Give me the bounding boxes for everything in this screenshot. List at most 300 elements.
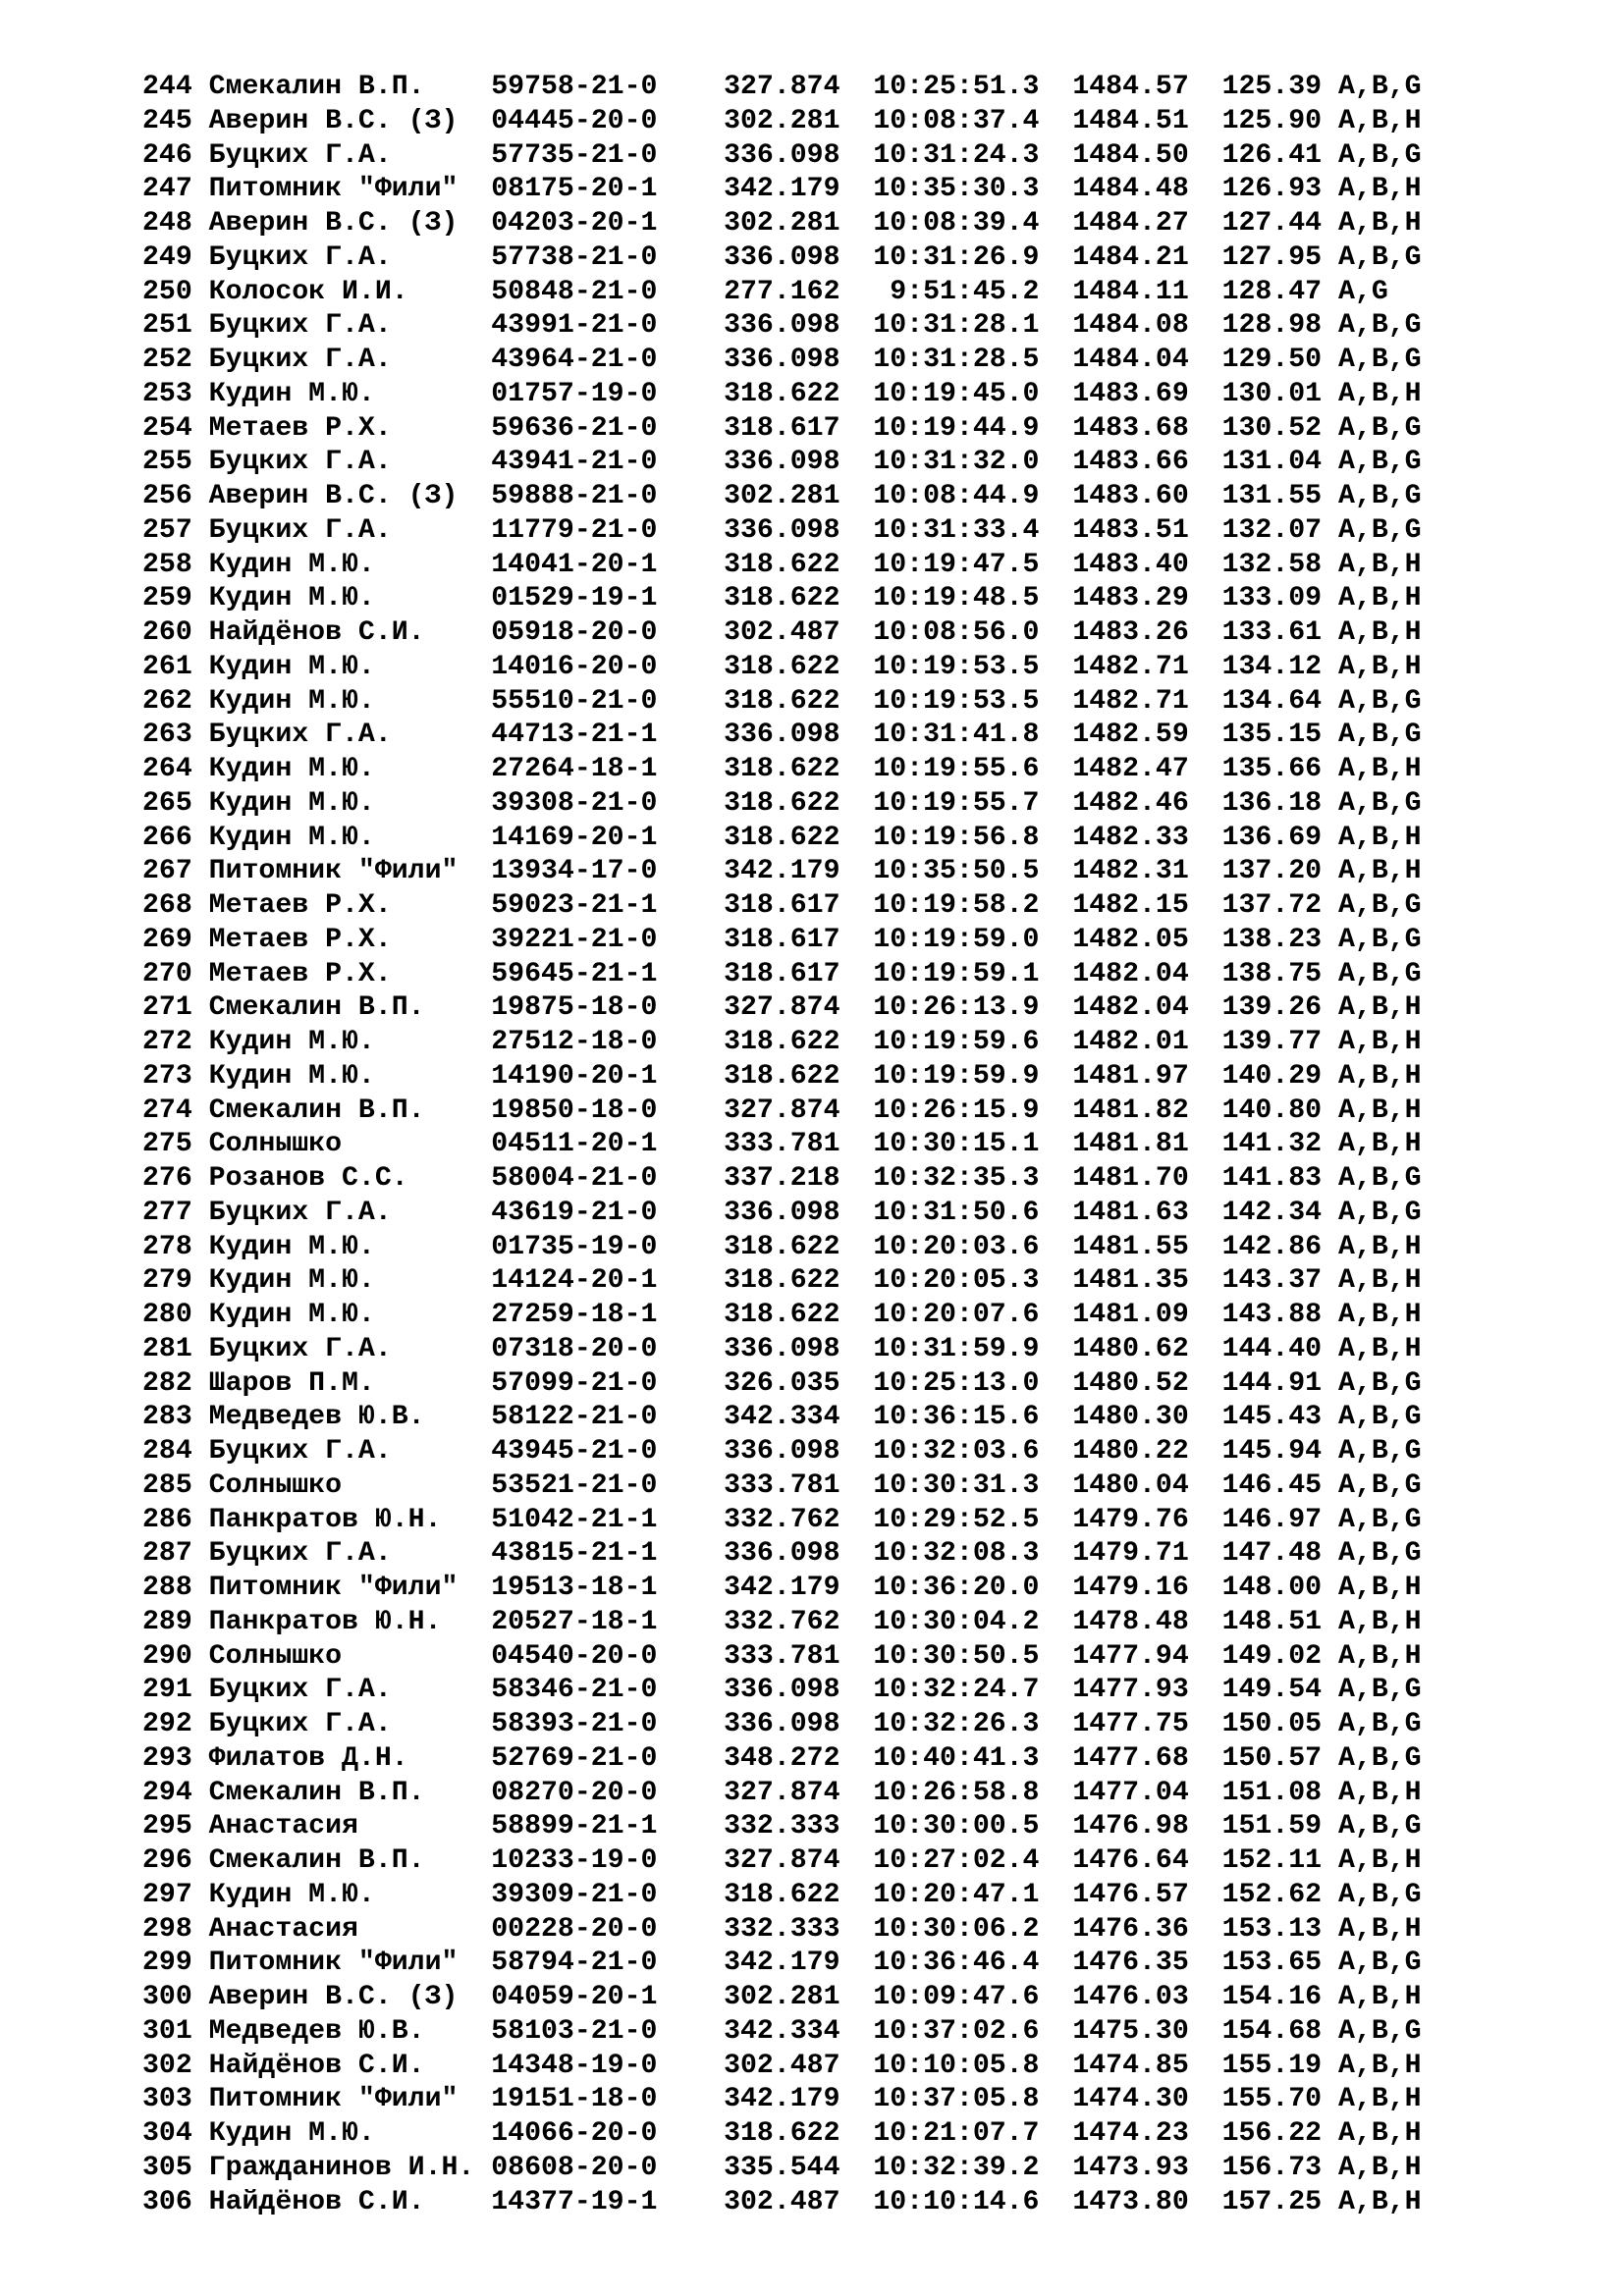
cell-coef: 151.08 [1205, 1777, 1323, 1808]
cell-dist: 335.544 [674, 2152, 840, 2183]
cell-dist: 336.098 [674, 139, 840, 171]
column-gap [1322, 1198, 1338, 1228]
cell-dist: 318.617 [674, 958, 840, 989]
cell-cat: A,B,H [1338, 2050, 1438, 2081]
column-gap [474, 1845, 491, 1876]
cell-name: Аверин В.С. (З) [208, 105, 475, 136]
table-row [142, 924, 1438, 958]
column-gap [1039, 1743, 1056, 1774]
cell-time: 10:29:52.5 [856, 1504, 1040, 1535]
column-gap [657, 310, 674, 341]
column-gap [474, 1982, 491, 2012]
cell-dist: 337.218 [674, 1163, 840, 1194]
column-gap [1322, 242, 1338, 273]
cell-time: 10:25:51.3 [856, 72, 1040, 102]
cell-time: 10:21:07.7 [856, 2118, 1040, 2149]
column-gap [474, 310, 491, 341]
cell-cat: A,B,H [1338, 2186, 1438, 2217]
table-row [142, 889, 1438, 924]
column-gap [657, 1163, 674, 1194]
column-gap [192, 720, 209, 750]
cell-name: Буцких Г.А. [208, 345, 475, 375]
cell-time: 10:32:24.7 [856, 1675, 1040, 1706]
cell-name: Питомник "Фили" [208, 2084, 475, 2115]
column-gap [1322, 1505, 1338, 1535]
cell-time: 10:19:59.6 [856, 1027, 1040, 1057]
cell-cat: A,B,H [1338, 2118, 1438, 2149]
column-gap [657, 617, 674, 648]
cell-cat: A,B,G [1338, 1436, 1438, 1467]
column-gap [1189, 1061, 1206, 1092]
cell-dist: 348.272 [674, 1742, 840, 1774]
table-row [142, 1197, 1438, 1231]
cell-speed: 1482.04 [1056, 958, 1189, 989]
cell-coef: 125.90 [1205, 105, 1323, 136]
cell-place: 273 [142, 1060, 192, 1092]
column-gap [1039, 754, 1056, 784]
column-gap [1039, 1607, 1056, 1637]
column-gap [657, 2118, 674, 2149]
cell-ring: 10233-19-0 [491, 1845, 658, 1876]
cell-time: 10:26:15.9 [856, 1095, 1040, 1126]
cell-dist: 336.098 [674, 720, 840, 751]
column-gap [657, 1811, 674, 1842]
column-gap [1322, 720, 1338, 750]
column-gap [1322, 1914, 1338, 1945]
cell-cat: A,B,G [1338, 1367, 1438, 1399]
column-gap [1189, 1845, 1206, 1876]
cell-ring: 13934-17-0 [491, 856, 658, 887]
column-gap [474, 550, 491, 580]
cell-place: 285 [142, 1469, 192, 1501]
table-row [142, 719, 1438, 753]
column-gap [1039, 583, 1056, 614]
column-gap [839, 2118, 856, 2149]
column-gap [839, 277, 856, 307]
cell-speed: 1484.57 [1056, 72, 1189, 102]
column-gap [1039, 345, 1056, 375]
cell-time: 10:31:33.4 [856, 514, 1040, 546]
column-gap [192, 1232, 209, 1262]
cell-dist: 318.622 [674, 787, 840, 819]
cell-place: 270 [142, 958, 192, 989]
cell-cat: A,B,G [1338, 139, 1438, 171]
cell-cat: A,B,G [1338, 924, 1438, 955]
column-gap [1189, 413, 1206, 444]
cell-speed: 1483.60 [1056, 481, 1189, 511]
column-gap [474, 1300, 491, 1330]
cell-place: 275 [142, 1129, 192, 1160]
column-gap [192, 1470, 209, 1501]
column-gap [839, 652, 856, 682]
column-gap [1189, 379, 1206, 409]
column-gap [474, 856, 491, 886]
column-gap [192, 1265, 209, 1296]
column-gap [839, 788, 856, 819]
column-gap [1189, 1641, 1206, 1672]
cell-time: 10:25:13.0 [856, 1367, 1040, 1399]
column-gap [839, 754, 856, 784]
column-gap [474, 277, 491, 307]
column-gap [1189, 1709, 1206, 1739]
cell-cat: A,G [1338, 276, 1438, 307]
column-gap [192, 1845, 209, 1876]
column-gap [192, 788, 209, 819]
column-gap [1322, 1334, 1338, 1364]
cell-dist: 302.487 [674, 2186, 840, 2217]
table-row [142, 1742, 1438, 1777]
cell-speed: 1473.80 [1056, 2186, 1189, 2217]
cell-coef: 144.91 [1205, 1367, 1323, 1399]
column-gap [1189, 1402, 1206, 1432]
column-gap [1039, 1880, 1056, 1910]
cell-speed: 1473.93 [1056, 2152, 1189, 2183]
column-gap [1322, 1880, 1338, 1910]
column-gap [1189, 720, 1206, 750]
table-row [142, 1435, 1438, 1469]
cell-dist: 327.874 [674, 1095, 840, 1126]
table-row [142, 1095, 1438, 1129]
column-gap [839, 1914, 856, 1945]
column-gap [474, 1914, 491, 1945]
column-gap [192, 2084, 209, 2114]
cell-speed: 1482.47 [1056, 754, 1189, 784]
cell-coef: 143.88 [1205, 1300, 1323, 1330]
column-gap [839, 925, 856, 955]
column-gap [1189, 1129, 1206, 1159]
column-gap [1322, 1368, 1338, 1399]
cell-coef: 129.50 [1205, 345, 1323, 375]
cell-name: Колосок И.И. [208, 276, 475, 307]
cell-coef: 144.40 [1205, 1333, 1323, 1364]
column-gap [474, 1470, 491, 1501]
column-gap [657, 583, 674, 614]
column-gap [657, 686, 674, 717]
cell-name: Буцких Г.А. [208, 1709, 475, 1739]
column-gap [657, 1505, 674, 1535]
column-gap [1039, 310, 1056, 341]
column-gap [839, 310, 856, 341]
cell-speed: 1480.62 [1056, 1333, 1189, 1364]
column-gap [1039, 208, 1056, 239]
column-gap [1189, 652, 1206, 682]
column-gap [192, 379, 209, 409]
cell-speed: 1476.98 [1056, 1811, 1189, 1842]
cell-ring: 59636-21-0 [491, 412, 658, 444]
column-gap [1322, 1402, 1338, 1432]
cell-dist: 326.035 [674, 1367, 840, 1399]
column-gap [839, 2187, 856, 2217]
cell-cat: A,B,G [1338, 412, 1438, 444]
table-row [142, 1401, 1438, 1435]
table-row [142, 1981, 1438, 2015]
column-gap [192, 481, 209, 511]
cell-speed: 1475.30 [1056, 2015, 1189, 2047]
cell-dist: 327.874 [674, 1845, 840, 1876]
cell-name: Метаев Р.Х. [208, 924, 475, 955]
cell-place: 266 [142, 822, 192, 853]
cell-place: 284 [142, 1436, 192, 1467]
column-gap [192, 1573, 209, 1603]
cell-cat: A,B,H [1338, 992, 1438, 1024]
column-gap [839, 1538, 856, 1569]
column-gap [1189, 515, 1206, 546]
cell-name: Смекалин В.П. [208, 1777, 475, 1808]
cell-dist: 302.487 [674, 617, 840, 648]
column-gap [192, 1948, 209, 1978]
column-gap [839, 720, 856, 750]
cell-place: 281 [142, 1333, 192, 1364]
table-row [142, 276, 1438, 310]
cell-cat: A,B,G [1338, 1163, 1438, 1194]
cell-place: 255 [142, 447, 192, 478]
column-gap [839, 959, 856, 989]
table-row [142, 1913, 1438, 1948]
column-gap [657, 1402, 674, 1432]
cell-name: Буцких Г.А. [208, 139, 475, 171]
column-gap [839, 1095, 856, 1126]
table-row [142, 2117, 1438, 2152]
column-gap [474, 2051, 491, 2081]
cell-name: Гражданинов И.Н. [208, 2152, 475, 2183]
column-gap [1039, 2153, 1056, 2183]
cell-ring: 04203-20-1 [491, 208, 658, 239]
cell-ring: 59023-21-1 [491, 890, 658, 921]
column-gap [1322, 1845, 1338, 1876]
column-gap [657, 1948, 674, 1978]
column-gap [474, 174, 491, 204]
cell-cat: A,B,H [1338, 105, 1438, 136]
column-gap [474, 925, 491, 955]
cell-dist: 318.622 [674, 2118, 840, 2149]
cell-dist: 333.781 [674, 1129, 840, 1160]
column-gap [1189, 1265, 1206, 1296]
column-gap [657, 788, 674, 819]
column-gap [1322, 1709, 1338, 1739]
cell-time: 10:31:28.1 [856, 310, 1040, 342]
column-gap [839, 208, 856, 239]
table-row [142, 2186, 1438, 2220]
cell-ring: 50848-21-0 [491, 276, 658, 307]
cell-dist: 318.622 [674, 549, 840, 580]
cell-time: 10:40:41.3 [856, 1742, 1040, 1774]
cell-cat: A,B,G [1338, 1402, 1438, 1433]
column-gap [1039, 1914, 1056, 1945]
cell-dist: 318.622 [674, 685, 840, 717]
cell-dist: 318.622 [674, 378, 840, 409]
cell-coef: 156.22 [1205, 2118, 1323, 2149]
column-gap [839, 2153, 856, 2183]
cell-dist: 327.874 [674, 72, 840, 102]
column-gap [1039, 1198, 1056, 1228]
table-row [142, 1264, 1438, 1299]
cell-place: 244 [142, 72, 192, 102]
column-gap [1322, 2187, 1338, 2217]
column-gap [1039, 788, 1056, 819]
column-gap [657, 1538, 674, 1569]
column-gap [657, 1709, 674, 1739]
column-gap [192, 617, 209, 648]
cell-coef: 154.68 [1205, 2015, 1323, 2047]
column-gap [839, 686, 856, 717]
cell-speed: 1481.97 [1056, 1060, 1189, 1092]
cell-ring: 58103-21-0 [491, 2015, 658, 2047]
column-gap [474, 1948, 491, 1978]
column-gap [1189, 1880, 1206, 1910]
cell-cat: A,B,H [1338, 549, 1438, 580]
column-gap [1039, 1709, 1056, 1739]
column-gap [657, 242, 674, 273]
column-gap [1189, 1505, 1206, 1535]
table-row [142, 139, 1438, 174]
cell-ring: 43815-21-1 [491, 1538, 658, 1570]
cell-cat: A,B,G [1338, 1811, 1438, 1842]
column-gap [657, 1914, 674, 1945]
cell-place: 303 [142, 2084, 192, 2115]
cell-coef: 131.04 [1205, 447, 1323, 478]
cell-cat: A,B,H [1338, 1845, 1438, 1876]
cell-place: 263 [142, 720, 192, 751]
column-gap [657, 1607, 674, 1637]
column-gap [192, 345, 209, 375]
column-gap [474, 345, 491, 375]
cell-coef: 140.29 [1205, 1060, 1323, 1092]
column-gap [1039, 1641, 1056, 1672]
cell-time: 10:19:55.6 [856, 754, 1040, 784]
column-gap [1322, 1470, 1338, 1501]
column-gap [1039, 1982, 1056, 2012]
cell-ring: 43619-21-0 [491, 1197, 658, 1228]
cell-time: 10:31:32.0 [856, 447, 1040, 478]
cell-place: 302 [142, 2050, 192, 2081]
table-row [142, 2015, 1438, 2050]
column-gap [1322, 1607, 1338, 1637]
cell-cat: A,B,H [1338, 1333, 1438, 1364]
column-gap [192, 1505, 209, 1535]
cell-cat: A,B,G [1338, 1948, 1438, 1979]
column-gap [839, 1709, 856, 1739]
cell-ring: 08270-20-0 [491, 1777, 658, 1808]
column-gap [657, 1027, 674, 1057]
cell-place: 289 [142, 1606, 192, 1637]
cell-dist: 336.098 [674, 1538, 840, 1570]
column-gap [1322, 583, 1338, 614]
column-gap [474, 1232, 491, 1262]
column-gap [1039, 1265, 1056, 1296]
column-gap [1322, 413, 1338, 444]
cell-time: 10:30:15.1 [856, 1129, 1040, 1160]
cell-speed: 1477.68 [1056, 1742, 1189, 1774]
column-gap [474, 1880, 491, 1910]
column-gap [1189, 823, 1206, 853]
table-row [142, 787, 1438, 822]
cell-place: 258 [142, 549, 192, 580]
cell-time: 10:32:39.2 [856, 2152, 1040, 2183]
column-gap [657, 1641, 674, 1672]
cell-time: 10:08:56.0 [856, 617, 1040, 648]
cell-dist: 336.098 [674, 310, 840, 342]
column-gap [839, 1436, 856, 1467]
column-gap [1039, 1232, 1056, 1262]
table-row [142, 71, 1438, 105]
column-gap [1322, 1027, 1338, 1057]
cell-dist: 318.622 [674, 1265, 840, 1297]
cell-speed: 1476.36 [1056, 1913, 1189, 1945]
column-gap [1322, 925, 1338, 955]
column-gap [839, 1061, 856, 1092]
cell-ring: 04511-20-1 [491, 1129, 658, 1160]
cell-time: 10:32:08.3 [856, 1538, 1040, 1570]
column-gap [839, 1265, 856, 1296]
column-gap [192, 447, 209, 477]
column-gap [474, 1743, 491, 1774]
cell-cat: A,B,H [1338, 651, 1438, 682]
column-gap [474, 1265, 491, 1296]
cell-place: 247 [142, 174, 192, 205]
cell-speed: 1480.52 [1056, 1367, 1189, 1399]
cell-name: Солнышко [208, 1469, 475, 1501]
cell-speed: 1481.81 [1056, 1129, 1189, 1160]
cell-speed: 1476.35 [1056, 1948, 1189, 1979]
column-gap [474, 1436, 491, 1467]
cell-name: Смекалин В.П. [208, 1095, 475, 1126]
column-gap [474, 1163, 491, 1194]
cell-speed: 1483.69 [1056, 378, 1189, 409]
column-gap [1039, 1538, 1056, 1569]
cell-cat: A,B,G [1338, 1879, 1438, 1910]
column-gap [474, 617, 491, 648]
cell-cat: A,B,H [1338, 1913, 1438, 1945]
column-gap [1322, 481, 1338, 511]
cell-name: Буцких Г.А. [208, 310, 475, 342]
cell-name: Метаев Р.Х. [208, 890, 475, 921]
cell-speed: 1482.31 [1056, 856, 1189, 887]
column-gap [474, 583, 491, 614]
column-gap [474, 890, 491, 921]
cell-cat: A,B,H [1338, 378, 1438, 409]
cell-speed: 1477.93 [1056, 1675, 1189, 1706]
cell-name: Аверин В.С. (З) [208, 1982, 475, 2012]
column-gap [839, 856, 856, 886]
column-gap [1189, 1300, 1206, 1330]
column-gap [474, 2118, 491, 2149]
column-gap [1039, 277, 1056, 307]
column-gap [1322, 617, 1338, 648]
cell-coef: 154.16 [1205, 1982, 1323, 2012]
cell-dist: 342.179 [674, 1573, 840, 1603]
column-gap [657, 515, 674, 546]
cell-coef: 139.77 [1205, 1027, 1323, 1057]
cell-time: 10:31:24.3 [856, 139, 1040, 171]
column-gap [1189, 1470, 1206, 1501]
cell-cat: A,B,H [1338, 2152, 1438, 2183]
cell-place: 279 [142, 1265, 192, 1297]
column-gap [839, 481, 856, 511]
cell-cat: A,B,G [1338, 1538, 1438, 1570]
cell-ring: 57735-21-0 [491, 139, 658, 171]
table-row [142, 1231, 1438, 1265]
column-gap [192, 856, 209, 886]
column-gap [657, 1778, 674, 1808]
column-gap [1039, 1163, 1056, 1194]
cell-time: 9:51:45.2 [856, 276, 1040, 307]
cell-cat: A,B,H [1338, 1606, 1438, 1637]
column-gap [1189, 1334, 1206, 1364]
cell-cat: A,B,G [1338, 310, 1438, 342]
cell-name: Панкратов Ю.Н. [208, 1504, 475, 1535]
column-gap [192, 277, 209, 307]
column-gap [657, 2187, 674, 2217]
